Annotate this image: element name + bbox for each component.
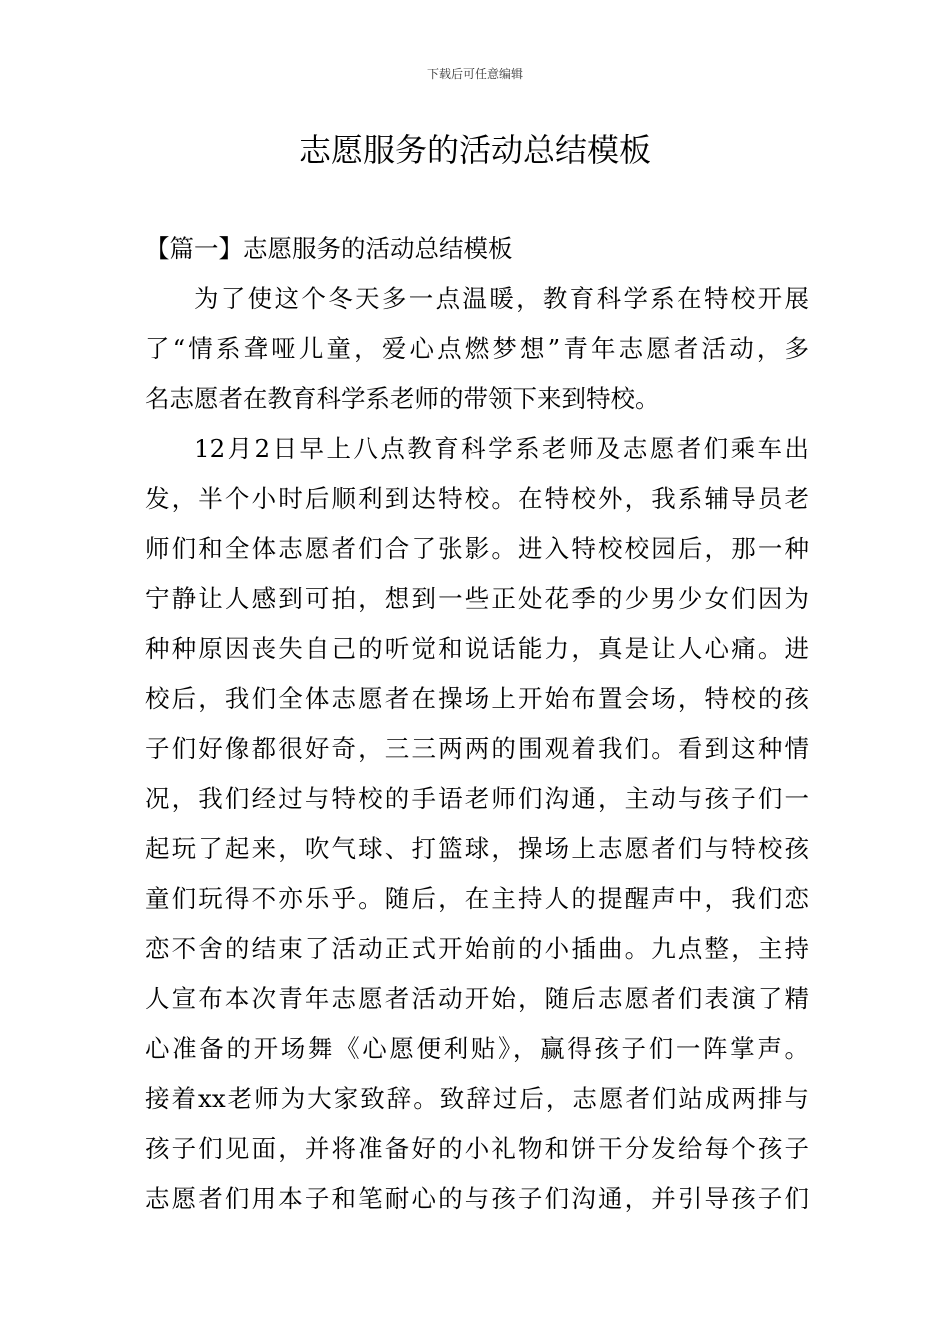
text-line: 况，我们经过与特校的手语老师们沟通，主动与孩子们一 xyxy=(145,784,809,813)
text-line: 师们和全体志愿者们合了张影。进入特校校园后，那一种 xyxy=(145,534,809,563)
text-line: 12月2日早上八点教育科学系老师及志愿者们乘车出 xyxy=(194,434,809,463)
text-line: 童们玩得不亦乐乎。随后，在主持人的提醒声中，我们恋 xyxy=(145,884,809,913)
text-line: 宁静让人感到可拍，想到一些正处花季的少男少女们因为 xyxy=(145,584,809,613)
text-line: 恋不舍的结束了活动正式开始前的小插曲。九点整，主持 xyxy=(145,934,809,963)
text-line: 种种原因丧失自己的听觉和说话能力，真是让人心痛。进 xyxy=(145,634,809,663)
text-line: 发，半个小时后顺利到达特校。在特校外，我系辅导员老 xyxy=(145,484,809,513)
text-line: 子们好像都很好奇，三三两两的围观着我们。看到这种情 xyxy=(145,734,809,763)
text-line: 名志愿者在教育科学系老师的带领下来到特校。 xyxy=(145,384,660,413)
section-heading: 【篇一】志愿服务的活动总结模板 xyxy=(145,234,513,263)
paragraph-1 xyxy=(145,274,809,424)
text-line: 心准备的开场舞《心愿便利贴》，赢得孩子们一阵掌声。 xyxy=(145,1034,809,1063)
text-line: 人宣布本次青年志愿者活动开始，随后志愿者们表演了精 xyxy=(145,984,809,1013)
paragraph-2 xyxy=(145,424,809,1224)
text-line: 为了使这个冬天多一点温暖，教育科学系在特校开展 xyxy=(194,284,809,313)
text-line: 志愿者们用本子和笔耐心的与孩子们沟通，并引导孩子们 xyxy=(145,1184,809,1213)
header-note: 下载后可任意编辑 xyxy=(426,67,523,81)
text-line: 了“情系聋哑儿童，爱心点燃梦想”青年志愿者活动，多 xyxy=(145,334,809,363)
text-line: 起玩了起来，吹气球、打篮球，操场上志愿者们与特校孩 xyxy=(145,834,809,863)
text-line: 接着xx老师为大家致辞。致辞过后，志愿者们站成两排与 xyxy=(145,1084,809,1113)
document-title: 志愿服务的活动总结模板 xyxy=(298,131,651,169)
document-body xyxy=(145,224,809,1224)
text-line: 校后，我们全体志愿者在操场上开始布置会场，特校的孩 xyxy=(145,684,809,713)
text-line: 孩子们见面，并将准备好的小礼物和饼干分发给每个孩子 xyxy=(145,1134,809,1163)
